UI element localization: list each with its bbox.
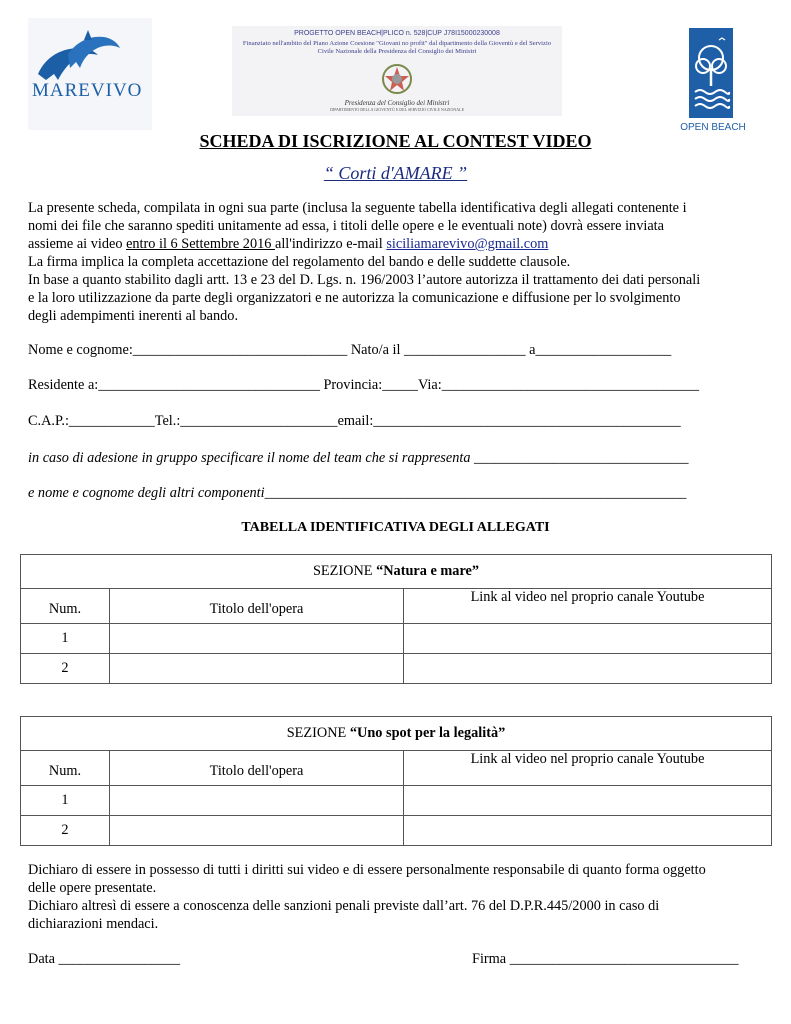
col-num-header: Num. — [21, 751, 110, 786]
project-funding-banner — [232, 26, 562, 116]
deadline-text: entro il 6 Settembre 2016 — [126, 236, 275, 252]
declaration-paragraph — [28, 861, 768, 933]
link-input-cell[interactable] — [404, 624, 772, 654]
gov-signature: Presidenza del Consiglio dei Ministri — [344, 99, 450, 107]
intro-line: nomi dei file che saranno spediti unitamente ad essa, i titoli delle opere e le eventuali note) dovrà essere inviata — [28, 218, 664, 234]
attachments-table-nature — [20, 554, 772, 684]
intro-paragraph — [28, 199, 768, 325]
signature-field[interactable]: Firma ________________________________ — [472, 951, 739, 967]
declaration-line: dichiarazioni mendaci. — [28, 916, 159, 932]
row-num: 2 — [21, 816, 110, 846]
attachments-table-legality — [20, 716, 772, 846]
attachments-table-heading: TABELLA IDENTIFICATIVA DEGLI ALLEGATI — [241, 520, 550, 535]
col-num-header: Num. — [21, 589, 110, 624]
project-line: PROGETTO OPEN BEACH|PLICO n. 528|CUP J78I15000230008 — [294, 30, 500, 37]
intro-line: La firma implica la completa accettazione del regolamento del bando e delle suddette clausole. — [28, 254, 571, 270]
row-num: 1 — [21, 786, 110, 816]
col-link-header: Link al video nel proprio canale Youtube — [404, 589, 772, 624]
col-title-header: Titolo dell'opera — [110, 751, 404, 786]
contact-field-row[interactable]: C.A.P.:____________Tel.:______________________email:___________________________________________ — [28, 413, 681, 429]
contest-name: “ Corti d'AMARE ” — [323, 163, 468, 183]
open-beach-emblem — [689, 28, 733, 118]
title-input-cell[interactable] — [110, 786, 404, 816]
table-row — [21, 786, 772, 816]
residence-field-row[interactable]: Residente a:_______________________________ Provincia:_____Via:____________________________________ — [28, 377, 700, 393]
declaration-line: delle opere presentate. — [28, 880, 157, 896]
intro-line — [28, 235, 768, 253]
email-link[interactable]: siciliamarevivo@gmail.com — [386, 236, 549, 252]
col-link-header: Link al video nel proprio canale Youtube — [404, 751, 772, 786]
section-name: “Uno spot per la legalità” — [349, 725, 506, 741]
intro-line: In base a quanto stabilito dagli artt. 13 e 23 del D. Lgs. n. 196/2003 l’autore autorizza il trattamento dei dati personali — [28, 272, 701, 288]
link-input-cell[interactable] — [404, 786, 772, 816]
declaration-line: Dichiaro di essere in possesso di tutti i diritti sui video e di essere personalmente responsabile di quanto forma oggetto — [28, 862, 706, 878]
table-header-row — [21, 751, 772, 786]
name-birth-field-row[interactable]: Nome e cognome:______________________________ Nato/a il _________________ a___________________ — [28, 342, 672, 358]
intro-line: La presente scheda, compilata in ogni sua parte (inclusa la seguente tabella identificativa degli allegati contenente i — [28, 200, 687, 216]
intro-line: e la loro utilizzazione da parte degli organizzatori e ne autorizza la comunicazione e diffusione per lo svolgimento — [28, 290, 681, 306]
table-row — [21, 624, 772, 654]
table-section-row — [21, 717, 772, 751]
row-num: 1 — [21, 624, 110, 654]
intro-text: all'indirizzo e-mail — [274, 236, 387, 252]
link-input-cell[interactable] — [404, 654, 772, 684]
intro-line: degli adempimenti inerenti al bando. — [28, 308, 239, 324]
date-field[interactable]: Data _________________ — [28, 951, 181, 967]
gov-department: DIPARTIMENTO DELLA GIOVENTÙ E DEL SERVIZIO CIVILE NAZIONALE — [329, 107, 465, 112]
title-input-cell[interactable] — [110, 624, 404, 654]
table-header-row — [21, 589, 772, 624]
title-input-cell[interactable] — [110, 654, 404, 684]
team-members-field-row[interactable]: e nome e cognome degli altri componenti___________________________________________________________ — [28, 485, 687, 501]
funding-line-1: Finanziato nell'ambito del Piano Azione Coesione "Giovani no profit" dal dipartimento della Gioventù e del Servizio — [242, 40, 552, 47]
col-title-header: Titolo dell'opera — [110, 589, 404, 624]
title-input-cell[interactable] — [110, 816, 404, 846]
marevivo-logo-text: MAREVIVO — [32, 80, 143, 101]
intro-text: assieme ai video — [28, 236, 127, 252]
table-row — [21, 654, 772, 684]
page-title: SCHEDA DI ISCRIZIONE AL CONTEST VIDEO — [199, 131, 592, 151]
section-name: “Natura e mare” — [376, 563, 480, 579]
link-input-cell[interactable] — [404, 816, 772, 846]
marevivo-logo — [28, 18, 152, 130]
section-cell — [21, 717, 772, 751]
section-label: SEZIONE — [312, 563, 377, 579]
dolphin-icon — [28, 18, 152, 88]
funding-line-2: Civile Nazionale della Presidenza del Consiglio dei Ministri — [317, 48, 477, 55]
section-label: SEZIONE — [286, 725, 350, 741]
section-cell — [21, 555, 772, 589]
italian-emblem-icon — [381, 61, 413, 97]
table-row — [21, 816, 772, 846]
declaration-line: Dichiaro altresì di essere a conoscenza delle sanzioni penali previste dall’art. 76 del D.P.R.445/2000 in caso di — [28, 898, 660, 914]
row-num: 2 — [21, 654, 110, 684]
tree-waves-icon — [689, 28, 733, 118]
open-beach-text: OPEN BEACH — [680, 122, 746, 133]
open-beach-logo — [680, 28, 746, 136]
team-name-field-row[interactable]: in caso di adesione in gruppo specificare il nome del team che si rappresenta ______________________________ — [28, 450, 689, 466]
table-section-row — [21, 555, 772, 589]
